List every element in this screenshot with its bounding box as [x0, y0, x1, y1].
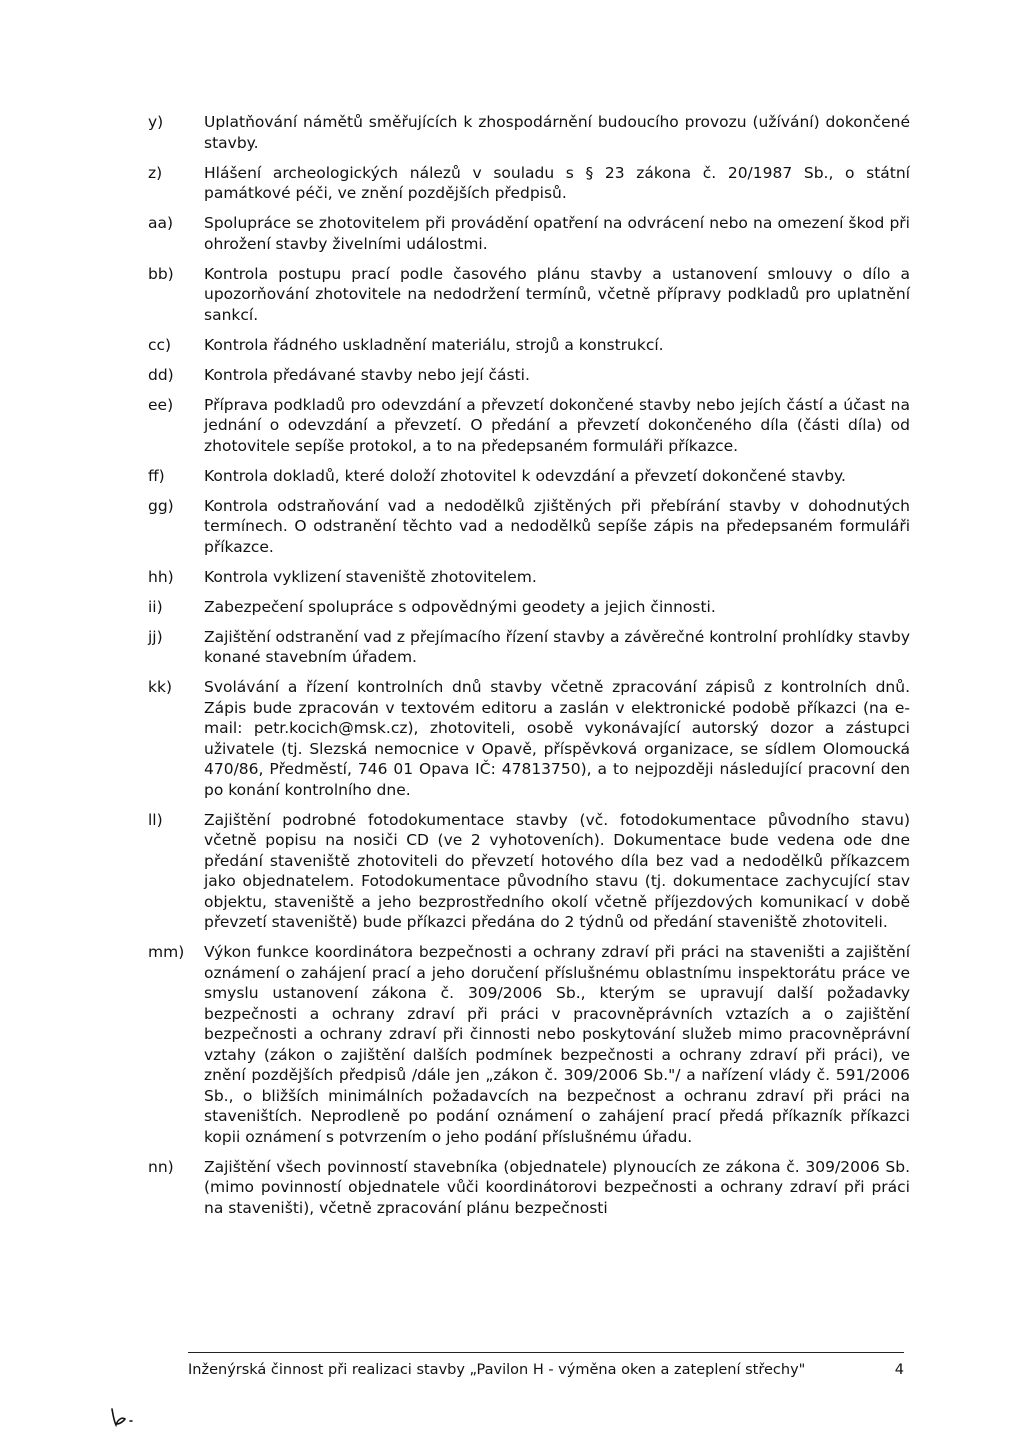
item-marker: ii): [148, 597, 163, 616]
item-marker: ll): [148, 810, 163, 829]
item-marker: y): [148, 113, 164, 131]
item-marker: jj): [148, 627, 163, 646]
list-item: [148, 395, 910, 457]
item-marker: nn): [148, 1157, 174, 1176]
list-item: [148, 567, 910, 588]
item-text: Zabezpečení spolupráce s odpovědnými geodety a jejich činnosti.: [204, 597, 716, 616]
page-footer: [188, 1361, 904, 1379]
item-text: Zajištění podrobné fotodokumentace stavby (vč. fotodokumentace původního stavu) včetně popisu na nosiči CD (ve 2 vyhotoveních). Dokumentace bude vedena ode dne předání staveniště zhotoviteli do převzetí hotového díla bez vad a nedodělků příkazcem jako objednatelem. Fotodokumentace původního stavu (tj. dokumentace zachycující stav objektu, staveniště a jeho bezprostředního okolí včetně příjezdových komunikací v době převzetí staveniště) bude příkazci předána do 2 týdnů od předání staveniště zhotoviteli.: [204, 810, 910, 931]
list-item: [148, 597, 910, 618]
item-marker: aa): [148, 214, 174, 232]
list-item: [148, 1157, 910, 1219]
item-text: Kontrola odstraňování vad a nedodělků zjištěných při přebírání stavby v dohodnutých termínech. O odstranění těchto vad a nedodělků sepíše zápis na předepsaném formuláři příkazce.: [204, 496, 910, 556]
list-item: [148, 810, 910, 933]
item-text: Kontrola vyklizení staveniště zhotovitelem.: [204, 567, 537, 586]
list-item: [148, 365, 910, 386]
item-text: Výkon funkce koordinátora bezpečnosti a ochrany zdraví při práci na staveništi a zajištění oznámení o zahájení prací a jeho doručení příslušnému oblastnímu inspektorátu práce ve smyslu ustanovení zákona č. 309/2006 Sb., kterým se upravují další požadavky bezpečnosti a ochrany zdraví při práci v pracovněprávních vztazích a o zajištění bezpečnosti a ochrany zdraví při činnosti nebo poskytování služeb mimo pracovněprávní vztahy (zákon o zajištění dalších podmínek bezpečnosti a ochrany zdraví při práci), ve znění pozdějších předpisů /dále jen „zákon č. 309/2006 Sb."/ a nařízení vlády č. 591/2006 Sb., o bližších minimálních požadavcích na bezpečnost a ochranu zdraví při práci na staveništích. Neprodleně po podání oznámení o zahájení prací předá příkazník příkazci kopii oznámení s potvrzením o jeho podání příslušnému úřadu.: [204, 943, 910, 1146]
item-text: Svolávání a řízení kontrolních dnů stavby včetně zpracování zápisů z kontrolních dnů. Zápis bude zpracován v textovém editoru a zaslán v elektronické podobě příkazci (na e-mail: petr.kocich@msk.cz), zhotoviteli, osobě vykonávající autorský dozor a zástupci uživatele (tj. Slezská nemocnice v Opavě, příspěvková organizace, se sídlem Olomoucká 470/86, Předměstí, 746 01 Opava IČ: 47813750), a to nejpozději následující pracovní den po konání kontrolního dne.: [204, 678, 910, 799]
item-text: Příprava podkladů pro odevzdání a převzetí dokončené stavby nebo jejích částí a účast na jednání o odevzdání a převzetí. O předání a převzetí dokončeného díla (části díla) od zhotovitele sepíše protokol, a to na předepsaném formuláři příkazce.: [204, 395, 910, 455]
list-item: [148, 677, 910, 800]
item-marker: ee): [148, 395, 174, 414]
item-marker: cc): [148, 335, 172, 354]
list-item: [148, 112, 910, 153]
item-text: Kontrola předávané stavby nebo její části.: [204, 365, 530, 384]
footer-rule: [188, 1352, 904, 1353]
list-item: [148, 163, 910, 204]
page-number: 4: [894, 1362, 904, 1378]
item-marker: dd): [148, 365, 174, 384]
list-item: [148, 627, 910, 668]
item-marker: hh): [148, 567, 174, 586]
list-item: [148, 213, 910, 254]
handwritten-initials-icon: [108, 1405, 148, 1429]
item-marker: ff): [148, 466, 165, 485]
list-item: [148, 264, 910, 326]
item-marker: z): [148, 163, 163, 182]
item-text: Zajištění odstranění vad z přejímacího řízení stavby a závěrečné kontrolní prohlídky stavby konané stavebním úřadem.: [204, 627, 910, 666]
item-text: Hlášení archeologických nálezů v souladu s § 23 zákona č. 20/1987 Sb., o státní památkové péči, ve znění pozdějších předpisů.: [204, 163, 910, 202]
item-marker: bb): [148, 264, 174, 283]
item-text: Kontrola postupu prací podle časového plánu stavby a ustanovení smlouvy o dílo a upozorňování zhotovitele na nedodržení termínů, včetně přípravy podkladů pro uplatnění sankcí.: [204, 264, 910, 324]
item-text: Kontrola dokladů, které doloží zhotovitel k odevzdání a převzetí dokončené stavby.: [204, 466, 846, 485]
list-item: [148, 466, 910, 487]
item-marker: gg): [148, 496, 174, 515]
item-marker: mm): [148, 943, 185, 961]
item-text: Zajištění všech povinností stavebníka (objednatele) plynoucích ze zákona č. 309/2006 Sb. (mimo povinností objednatele vůči koordinátorovi bezpečnosti a ochrany zdraví při práci na staveništi), včetně zpracování plánu bezpečnosti: [204, 1157, 910, 1217]
footer-title: Inženýrská činnost při realizaci stavby „Pavilon H - výměna oken a zateplení střechy": [188, 1362, 806, 1378]
item-text: Kontrola řádného uskladnění materiálu, strojů a konstrukcí.: [204, 335, 664, 354]
list-item: [148, 942, 910, 1147]
clause-list: [148, 112, 910, 1228]
item-text: Uplatňování námětů směřujících k zhospodárnění budoucího provozu (užívání) dokončené stavby.: [204, 113, 910, 152]
list-item: [148, 496, 910, 558]
list-item: [148, 335, 910, 356]
item-text: Spolupráce se zhotovitelem při provádění opatření na odvrácení nebo na omezení škod při ohrožení stavby živelními událostmi.: [204, 214, 910, 253]
item-marker: kk): [148, 678, 172, 696]
